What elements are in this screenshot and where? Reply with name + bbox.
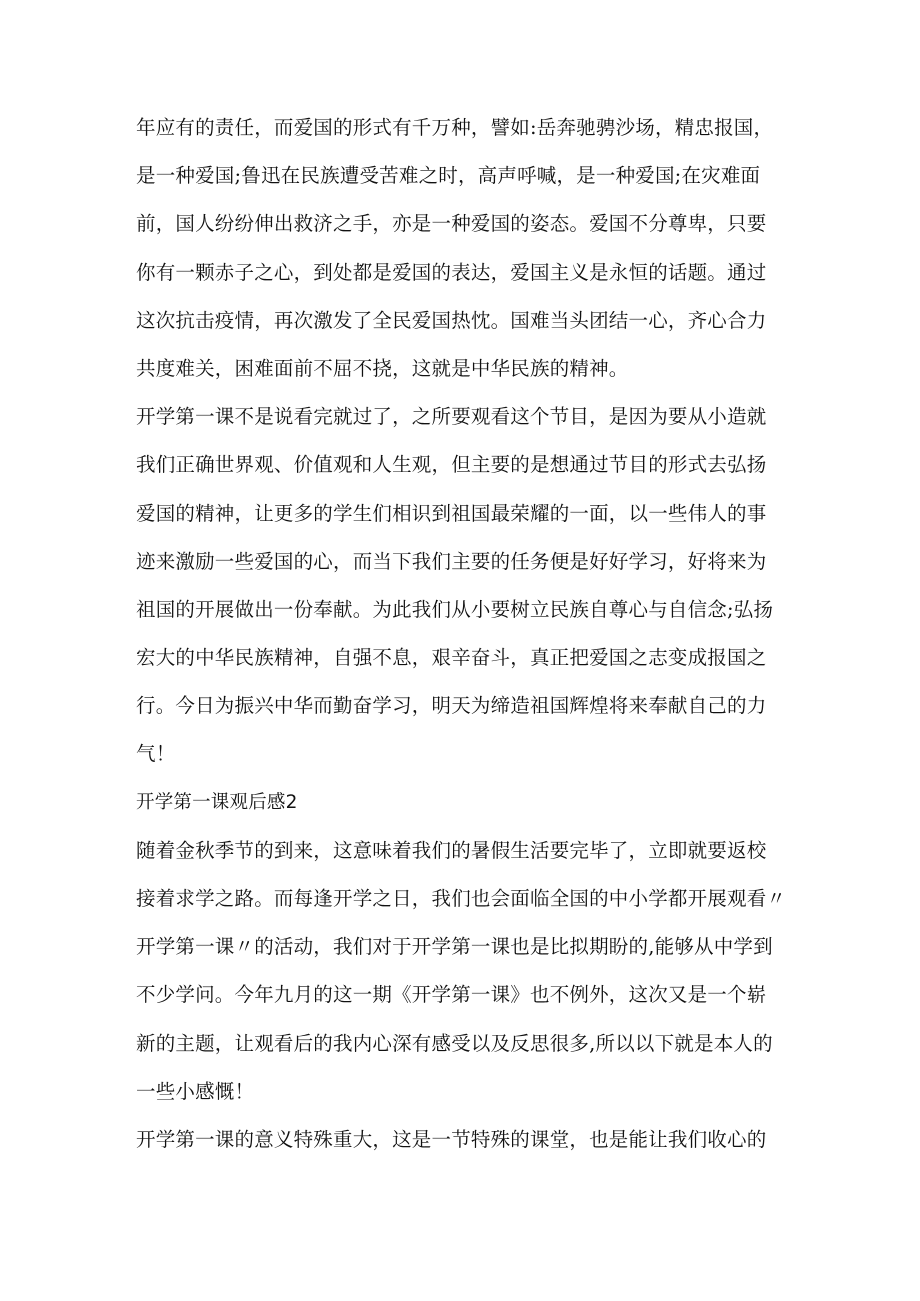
- text-line: 接着求学之路。而每逢开学之日，我们也会面临全国的中小学都开展观看〃: [136, 887, 787, 910]
- paragraph: [136, 827, 796, 1116]
- text-line: 开学第一课〃的活动，我们对于开学第一课也是比拟期盼的,能够从中学到: [136, 935, 773, 959]
- text-line: 气！: [136, 742, 176, 766]
- paragraph: [136, 393, 796, 779]
- text-line: 爱国的精神，让更多的学生们相识到祖国最荣耀的一面，以一些伟人的事: [136, 501, 767, 525]
- paragraph: [136, 104, 796, 393]
- text-line: 迹来激励一些爱国的心，而当下我们主要的任务便是好好学习，好将来为: [136, 549, 767, 573]
- document-body: [136, 104, 796, 1164]
- text-line: 年应有的责任，而爱国的形式有千万种，譬如:岳奔驰骋沙场，精忠报国，: [136, 116, 774, 139]
- text-line: 开学第一课的意义特殊重大，这是一节特殊的课堂，也是能让我们收心的: [136, 1127, 767, 1151]
- text-line: 共度难关，困难面前不屈不挠，这就是中华民族的精神。: [136, 356, 629, 380]
- text-line: 宏大的中华民族精神，自强不息，艰辛奋斗，真正把爱国之志变成报国之: [136, 646, 767, 670]
- paragraph: [136, 1116, 796, 1164]
- section-heading-text: 开学第一课观后感2: [136, 791, 298, 813]
- text-line: 前，国人纷纷伸出救济之手，亦是一种爱国的姿态。爱国不分尊卑，只要: [136, 212, 767, 236]
- text-line: 随着金秋季节的到来，这意味着我们的暑假生活要完毕了，立即就要返校: [136, 838, 767, 862]
- text-line: 我们正确世界观、价值观和人生观，但主要的是想通过节目的形式去弘扬: [136, 453, 767, 477]
- text-line: 一些小感慨！: [136, 1079, 255, 1103]
- text-line: 不少学问。今年九月的这一期《开学第一课》也不例外，这次又是一个崭: [136, 983, 767, 1007]
- text-line: 新的主题，让观看后的我内心深有感受以及反思很多,所以以下就是本人的: [136, 1031, 773, 1055]
- text-line: 你有一颗赤子之心，到处都是爱国的表达，爱国主义是永恒的话题。通过: [136, 260, 767, 284]
- text-line: 祖国的开展做出一份奉献。为此我们从小要树立民族自尊心与自信念;弘扬: [136, 597, 774, 621]
- text-line: 行。今日为振兴中华而勤奋学习，明天为缔造祖国辉煌将来奉献自己的力: [136, 694, 767, 718]
- section-heading: [136, 779, 796, 827]
- text-line: 是一种爱国;鲁迅在民族遭受苦难之时，高声呼喊，是一种爱国;在灾难面: [136, 164, 761, 188]
- text-line: 开学第一课不是说看完就过了，之所要观看这个节目，是因为要从小造就: [136, 405, 767, 429]
- text-line: 这次抗击疫情，再次激发了全民爱国热忱。国难当头团结一心，齐心合力: [136, 308, 767, 332]
